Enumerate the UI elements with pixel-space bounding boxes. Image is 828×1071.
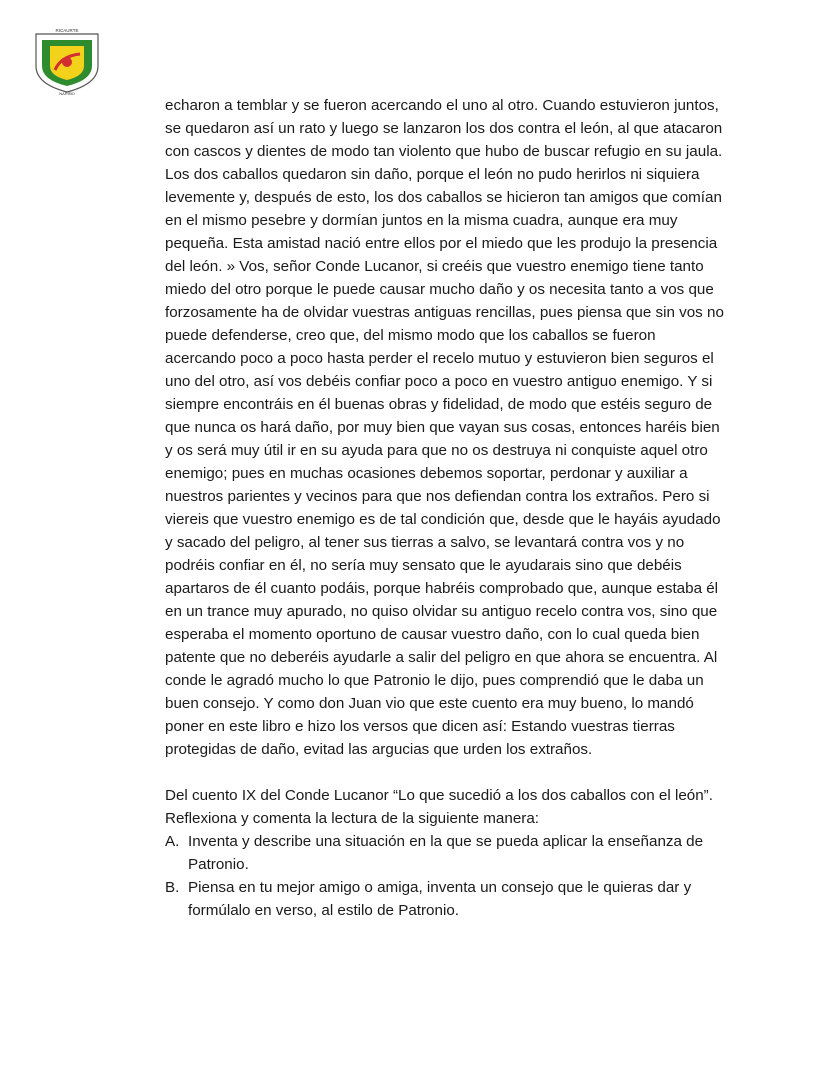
list-item <box>165 876 725 922</box>
crest-bottom-text: NARIÑO <box>59 91 75 96</box>
document-body <box>165 94 725 922</box>
crest-top-text: RICAURTE <box>55 28 79 33</box>
paragraph-spacer <box>165 761 725 784</box>
school-crest-logo <box>28 26 106 96</box>
crest-icon <box>28 26 106 96</box>
story-paragraph: echaron a temblar y se fueron acercando el uno al otro. Cuando estuvieron juntos, se quedaron así un rato y luego se lanzaron los dos contra el león, al que atacaron con cascos y dientes de modo tan violento que hubo de buscar refugio en su jaula. Los dos caballos quedaron sin daño, porque el león no pudo herirlos ni siquiera levemente y, después de esto, los dos caballos se hicieron tan amigos que comían en el mismo pesebre y dormían juntos en la misma cuadra, aunque era muy pequeña. Esta amistad nació entre ellos por el miedo que les produjo la presencia del león. » Vos, señor Conde Lucanor, si creéis que vuestro enemigo tiene tanto miedo del otro porque le puede causar mucho daño y os necesita tanto a vos que forzosamente ha de olvidar vuestras antiguas rencillas, pues piensa que sin vos no puede defenderse, creo que, del mismo modo que los caballos se fueron acercando poco a poco hasta perder el recelo mutuo y estuvieron bien seguros el uno del otro, así vos debéis confiar poco a poco en vuestro antiguo enemigo. Y si siempre encontráis en él buenas obras y fidelidad, de modo que estéis seguro de que nunca os hará daño, por muy bien que vayan sus cosas, entonces haréis bien y os será muy útil ir en su ayuda para que no os destruya ni conquiste aquel otro enemigo; pues en muchas ocasiones debemos soportar, perdonar y auxiliar a nuestros parientes y vecinos para que nos defiendan contra los extraños. Pero si viereis que vuestro enemigo es de tal condición que, desde que le hayáis ayudado y sacado del peligro, al tener sus tierras a salvo, se levantará contra vos y no podréis confiar en él, no sería muy sensato que le ayudarais sino que debéis apartaros de él cuanto podáis, porque habréis comprobado que, aunque estaba él en un trance muy apurado, no quiso olvidar su antiguo recelo contra vos, sino que esperaba el momento oportuno de causar vuestro daño, con lo cual queda bien patente que no deberéis ayudarle a salir del peligro en que ahora se encuentra. Al conde le agradó mucho lo que Patronio le dijo, pues comprendió que le daba un buen consejo. Y como don Juan vio que este cuento era muy bueno, lo mandó poner en este libro e hizo los versos que dicen así: Estando vuestras tierras protegidas de daño, evitad las argucias que urden los extraños. <box>165 97 724 758</box>
list-item-text: Inventa y describe una situación en la que se pueda aplicar la enseñanza de Patronio. <box>188 833 704 873</box>
list-item <box>165 830 725 876</box>
crest-emblem <box>62 57 72 67</box>
list-marker: B. <box>165 879 180 896</box>
list-marker: A. <box>165 833 180 850</box>
instructions-paragraph: Del cuento IX del Conde Lucanor “Lo que sucedió a los dos caballos con el león”. Reflexiona y comenta la lectura de la siguiente manera: <box>165 787 713 827</box>
list-item-text: Piensa en tu mejor amigo o amiga, inventa un consejo que le quieras dar y formúlalo en verso, al estilo de Patronio. <box>188 879 692 919</box>
